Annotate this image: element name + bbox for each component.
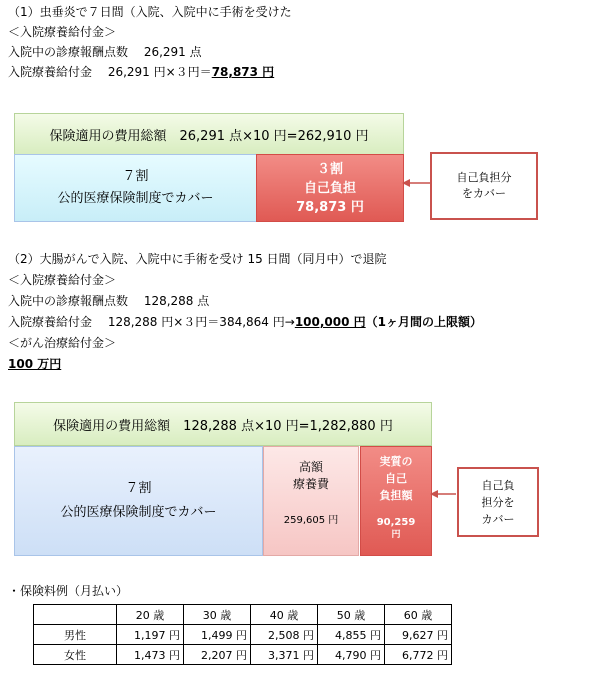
premium-heading: ・保険料例（月払い） (8, 584, 129, 598)
case1-callout-box (430, 152, 538, 220)
case2-points-label: 入院中の診療報酬点数 128,288 点 (8, 294, 210, 308)
case1-public-line1: ７割 (122, 169, 149, 184)
premium-cell: 9,627 円 (385, 625, 452, 645)
premium-cell: 6,772 円 (385, 645, 452, 665)
case2-calc (8, 314, 482, 330)
case2-self-amount2: 円 (391, 530, 401, 540)
case1-self-line2: 自己負担 (303, 180, 356, 196)
case2-self-line2: 自己 (385, 472, 407, 485)
premium-cell: 1,499 円 (184, 625, 251, 645)
case1-points-label: 入院中の診療報酬点数 26,291 点 (8, 45, 202, 59)
case2-public-line1: ７割 (125, 481, 152, 496)
case1-total-cost-text: 保険適用の費用総額 26,291 点×10 円=262,910 円 (49, 128, 369, 144)
premium-cell: 4,855 円 (318, 625, 385, 645)
case2-public-line2: 公的医療保険制度でカバー (60, 505, 217, 520)
case1-calc-prefix: 入院療養給付金 26,291 円×３円＝ (8, 65, 212, 79)
case2-self-line3: 負担額 (379, 489, 413, 502)
case2-cancer-amount: 100 万円 (8, 357, 62, 371)
case2-self-line1: 実質の (379, 455, 413, 468)
premium-header-cell: 60 歳 (385, 605, 452, 625)
premium-row-label: 女性 (34, 645, 117, 665)
case1-benefit-heading: ＜入院療養給付金＞ (8, 25, 117, 39)
premium-cell: 4,790 円 (318, 645, 385, 665)
case2-cancer-heading: ＜がん治療給付金＞ (8, 336, 117, 350)
case1-callout-line1: 自己負担分 (456, 171, 512, 184)
case2-high-amount: 259,605 円 (283, 515, 339, 526)
case1-self-line3: 78,873 円 (296, 199, 364, 215)
case2-calc-result: 100,000 円 (294, 315, 366, 329)
case1-public-insurance-box (14, 154, 257, 222)
case1-arrow-icon (402, 177, 432, 189)
premium-cell: 2,508 円 (251, 625, 318, 645)
premium-cell: 3,371 円 (251, 645, 318, 665)
case1-self-line1: ３割 (316, 161, 343, 177)
premium-header-cell: 30 歳 (184, 605, 251, 625)
premium-header-cell: 50 歳 (318, 605, 385, 625)
case2-callout-line1: 自己負 (481, 478, 515, 492)
case1-callout-line2: をカバー (462, 187, 506, 200)
case1-public-line2: 公的医療保険制度でカバー (57, 191, 214, 206)
case2-self-pay-box (360, 446, 432, 556)
premium-cell: 1,473 円 (117, 645, 184, 665)
case2-public-insurance-box (14, 446, 263, 556)
premium-row-label: 男性 (34, 625, 117, 645)
case2-calc-suffix: （1ヶ月間の上限額） (365, 315, 483, 329)
premium-header-cell: 20 歳 (117, 605, 184, 625)
premium-header-cell (34, 605, 117, 625)
case2-high-cost-box (263, 446, 359, 556)
premium-table (33, 604, 452, 665)
case2-arrow-icon (430, 488, 458, 500)
case2-calc-prefix: 入院療養給付金 128,288 円×３円＝384,864 円→ (8, 315, 295, 329)
case1-total-cost-box (14, 113, 404, 155)
premium-header-cell: 40 歳 (251, 605, 318, 625)
table-row (34, 625, 452, 645)
case2-heading: （2）大腸がんで入院、入院中に手術を受け 15 日間（同月中）で退院 (8, 252, 387, 266)
premium-cell: 1,197 円 (117, 625, 184, 645)
case2-callout-line2: 担分を (481, 495, 515, 509)
case2-self-amount1: 90,259 (376, 517, 416, 528)
case2-benefit-heading: ＜入院療養給付金＞ (8, 273, 117, 287)
case2-total-cost-text: 保険適用の費用総額 128,288 点×10 円=1,282,880 円 (53, 418, 393, 434)
premium-cell: 2,207 円 (184, 645, 251, 665)
case2-callout-line3: カバー (481, 512, 515, 526)
case1-self-pay-box (256, 154, 404, 222)
case2-high-line1: 高額 (298, 460, 323, 474)
premium-header-row (34, 605, 452, 625)
case1-heading: （1）虫垂炎で７日間（入院、入院中に手術を受けた (8, 5, 292, 19)
case2-callout-box (457, 467, 539, 537)
case1-calc-result: 78,873 円 (211, 65, 275, 79)
case2-total-cost-box (14, 402, 432, 446)
case1-calc (8, 64, 274, 80)
table-row (34, 645, 452, 665)
case2-high-line2: 療養費 (292, 477, 329, 491)
